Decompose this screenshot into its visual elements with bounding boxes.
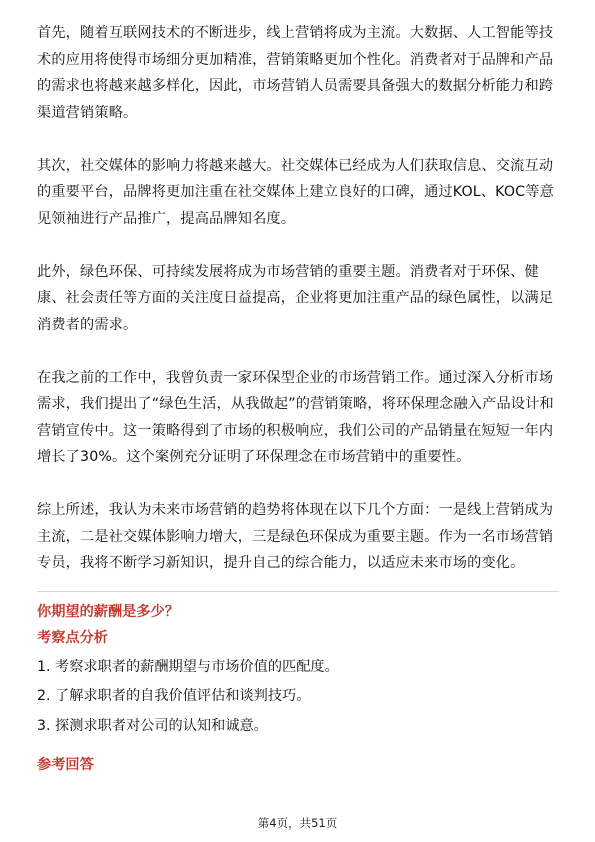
paragraph-green-marketing: 此外，绿色环保、可持续发展将成为市场营销的重要主题。消费者对于环保、健康、社会责任等方面的关注度日益提高，企业将更加注重产品的绿色属性，以满足消费者的需求。 (37, 263, 554, 333)
list-item: 2. 了解求职者的自我价值评估和谈判技巧。 (37, 688, 311, 704)
question-title: 你期望的薪酬是多少？ (37, 603, 179, 620)
list-item: 3. 探测求职者对公司的认知和诚意。 (37, 717, 268, 734)
analysis-point-list (37, 653, 559, 742)
section-divider (37, 591, 559, 592)
page-number: 第4页，共51页 (257, 816, 338, 830)
paragraph-summary: 综上所述，我认为未来市场营销的趋势将体现在以下几个方面：一是线上营销成为主流，二是社交媒体影响力增大，三是绿色环保成为重要主题。作为一名市场营销专员，我将不断学习新知识，提升自己的综合能力，以适应未来市场的变化。 (37, 502, 554, 571)
list-item: 1. 考察求职者的薪酬期望与市场价值的匹配度。 (37, 658, 339, 675)
paragraph-social-media: 其次，社交媒体的影响力将越来越大。社交媒体已经成为人们获取信息、交流互动的重要平台，品牌将更加注重在社交媒体上建立良好的口碑，通过KOL、KOC等意见领袖进行产品推广，提高品牌知名度。 (37, 157, 554, 227)
paragraph-work-case: 在我之前的工作中，我曾负责一家环保型企业的市场营销工作。通过深入分析市场需求，我们提出了“绿色生活，从我做起”的营销策略，将环保理念融入产品设计和营销宣传中。这一策略得到了市场的积极响应，我们公司的产品销量在短短一年内增长了30%。这个案例充分证明了环保理念在市场营销中的重要性。 (37, 369, 554, 465)
answer-heading: 参考回答 (37, 757, 94, 773)
analysis-heading: 考察点分析 (37, 629, 108, 646)
paragraph-online-marketing: 首先，随着互联网技术的不断进步，线上营销将成为主流。大数据、人工智能等技术的应用将使得市场细分更加精准，营销策略更加个性化。消费者对于品牌和产品的需求也将越来越多样化，因此，市场营销人员需要具备强大的数据分析能力和跨渠道营销策略。 (37, 25, 554, 121)
document-body (37, 20, 559, 777)
